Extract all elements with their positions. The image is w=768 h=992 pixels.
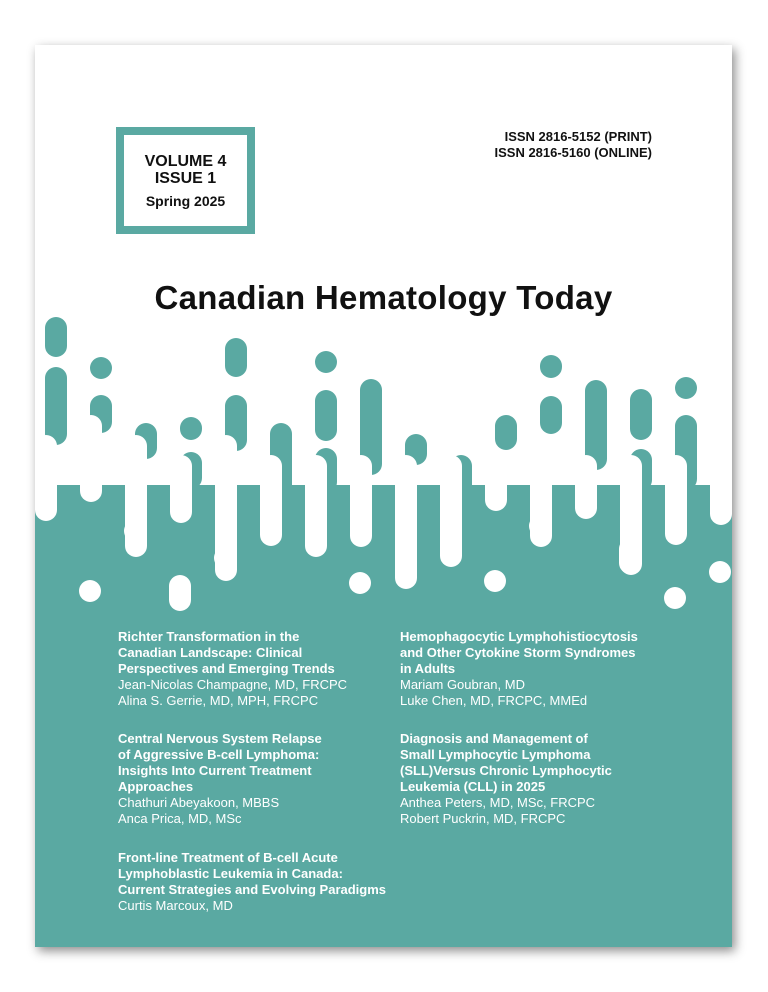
article-sll[interactable] <box>400 731 612 827</box>
volume-label: VOLUME 4 <box>144 152 227 170</box>
article-title: Front-line Treatment of B-cell Acute <box>118 850 338 865</box>
article-list <box>35 45 732 947</box>
season-label: Spring 2025 <box>145 192 226 209</box>
article-author: Chathuri Abeyakoon, MBBS <box>118 795 280 810</box>
issn-print: ISSN 2816-5152 (PRINT) <box>504 129 652 144</box>
article-title: Canadian Landscape: Clinical <box>118 645 303 660</box>
article-title: Central Nervous System Relapse <box>118 731 322 746</box>
article-author: Luke Chen, MD, FRCPC, MMEd <box>400 693 588 708</box>
article-author: Curtis Marcoux, MD <box>118 898 233 913</box>
article-title: Richter Transformation in the <box>118 629 300 644</box>
article-title: Leukemia (CLL) in 2025 <box>400 779 546 794</box>
article-author: Robert Puckrin, MD, FRCPC <box>400 811 566 826</box>
article-title: (SLL)Versus Chronic Lymphocytic <box>400 763 612 778</box>
article-title: Lymphoblastic Leukemia in Canada: <box>118 866 343 881</box>
article-cns[interactable] <box>118 731 322 827</box>
issn-online: ISSN 2816-5160 (ONLINE) <box>494 145 652 160</box>
journal-title: Canadian Hematology Today <box>154 279 613 316</box>
journal-cover <box>35 45 732 947</box>
issue-label: ISSUE 1 <box>154 169 217 187</box>
article-author: Mariam Goubran, MD <box>400 677 525 692</box>
article-author: Jean-Nicolas Champagne, MD, FRCPC <box>118 677 348 692</box>
article-title: Perspectives and Emerging Trends <box>118 661 335 676</box>
article-title: Hemophagocytic Lymphohistiocytosis <box>400 629 638 644</box>
article-title: Small Lymphocytic Lymphoma <box>400 747 591 762</box>
article-title: in Adults <box>400 661 456 676</box>
article-hlh[interactable] <box>400 629 638 709</box>
article-frontline[interactable] <box>118 850 386 914</box>
article-title: Diagnosis and Management of <box>400 731 588 746</box>
article-richter[interactable] <box>118 629 347 709</box>
article-title: Current Strategies and Evolving Paradigms <box>118 882 387 897</box>
article-title: Insights Into Current Treatment <box>118 763 312 778</box>
article-title: of Aggressive B-cell Lymphoma: <box>118 747 320 762</box>
article-title: and Other Cytokine Storm Syndromes <box>400 645 636 660</box>
article-author: Anthea Peters, MD, MSc, FRCPC <box>400 795 596 810</box>
article-author: Anca Prica, MD, MSc <box>118 811 242 826</box>
article-title: Approaches <box>118 779 194 794</box>
article-author: Alina S. Gerrie, MD, MPH, FRCPC <box>118 693 319 708</box>
